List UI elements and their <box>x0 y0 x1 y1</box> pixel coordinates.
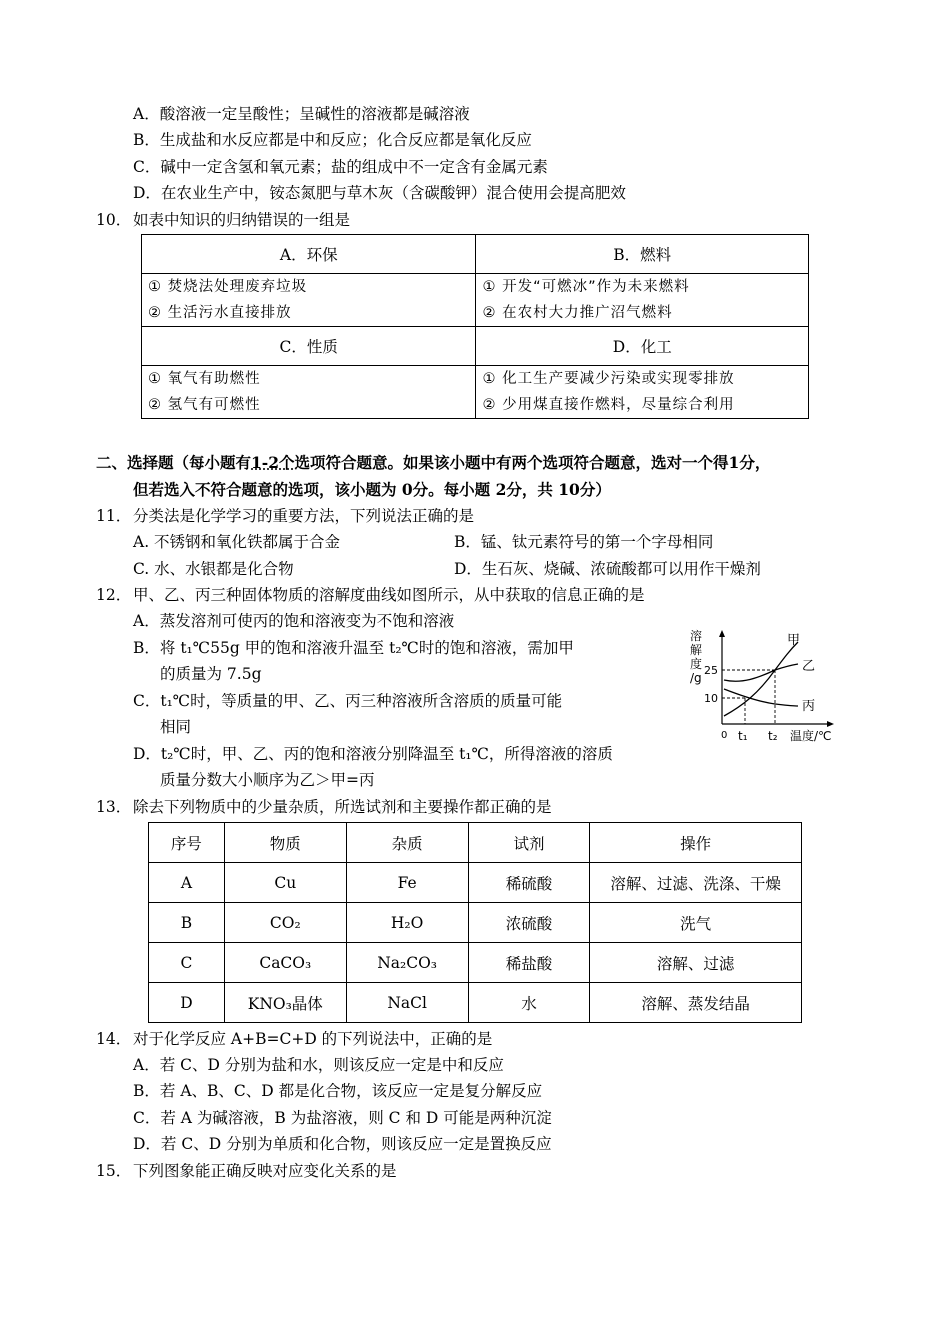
q13-header-cell: 序号 <box>149 823 225 863</box>
q10-a-item-1: ① 焚烧法处理废弃垃圾 <box>148 279 308 295</box>
section2-heading-score: 1分， <box>728 453 771 472</box>
section2-heading-line2: 但若选入不符合题意的选项，该小题为 0分。每小题 2分，共 10分） <box>133 480 611 499</box>
q10-b-item-2: ② 在农村大力推广沼气燃料 <box>482 305 673 321</box>
q11-option-a: A. 不锈钢和氧化铁都属于合金 <box>133 533 341 551</box>
q10-cell-a-body <box>142 274 476 327</box>
q10-c-item-1: ① 氧气有助燃性 <box>148 371 261 387</box>
q13-header-cell: 操作 <box>590 823 802 863</box>
graph-y-label-2: 解 <box>690 643 703 657</box>
q10-number: 10． <box>96 211 132 229</box>
table-cell: CO₂ <box>224 903 346 943</box>
q9-option-d: D．在农业生产中，铵态氮肥与草木灰（含碳酸钾）混合使用会提高肥效 <box>133 184 626 202</box>
q14-option-d: D．若 C、D 分别为单质和化合物，则该反应一定是置换反应 <box>133 1135 552 1153</box>
graph-tick-10: 10 <box>704 692 718 705</box>
graph-t2-label: t₂ <box>768 729 778 743</box>
q10-b-item-1: ① 开发“可燃冰”作为未来燃料 <box>482 279 690 295</box>
q12-option-a: A．蒸发溶剂可使丙的饱和溶液变为不饱和溶液 <box>133 612 455 630</box>
q14-option-c: C．若 A 为碱溶液，B 为盐溶液，则 C 和 D 可能是两种沉淀 <box>133 1109 552 1127</box>
table-cell: 溶解、过滤 <box>590 943 802 983</box>
table-cell: 浓硫酸 <box>468 903 590 943</box>
table-cell: NaCl <box>346 983 468 1023</box>
q10-stem: 如表中知识的归纳错误的一组是 <box>133 211 351 229</box>
table-cell: 溶解、过滤、洗涤、干燥 <box>590 863 802 903</box>
q10-cell-a-head: A．环保 <box>142 235 476 274</box>
graph-curve-yi <box>724 664 798 681</box>
graph-curve-bing <box>724 689 798 706</box>
graph-label-yi: 乙 <box>802 659 816 674</box>
table-cell: CaCO₃ <box>224 943 346 983</box>
q13-header-row <box>149 823 802 863</box>
graph-y-label-1: 溶 <box>690 629 703 643</box>
q14-option-b: B．若 A、B、C、D 都是化合物，该反应一定是复分解反应 <box>133 1082 543 1100</box>
q9-option-b: B．生成盐和水反应都是中和反应；化合反应都是氧化反应 <box>133 131 532 149</box>
table-cell: D <box>149 983 225 1023</box>
q12-number: 12． <box>96 586 132 604</box>
table-cell: A <box>149 863 225 903</box>
q13-stem: 除去下列物质中的少量杂质，所选试剂和主要操作都正确的是 <box>133 798 552 816</box>
graph-label-jia: 甲 <box>787 633 801 648</box>
q10-cell-d-body <box>476 366 809 419</box>
graph-tick-25: 25 <box>704 664 718 677</box>
q14-stem: 对于化学反应 A+B=C+D 的下列说法中，正确的是 <box>133 1030 493 1048</box>
table-row <box>149 943 802 983</box>
q10-d-item-2: ② 少用煤直接作燃料，尽量综合利用 <box>482 397 735 413</box>
q12-solubility-graph <box>680 624 850 754</box>
table-cell: Fe <box>346 863 468 903</box>
table-row <box>149 863 802 903</box>
q12-stem: 甲、乙、丙三种固体物质的溶解度曲线如图所示，从中获取的信息正确的是 <box>133 586 645 604</box>
table-cell: B <box>149 903 225 943</box>
q9-option-c: C．碱中一定含氢和氧元素；盐的组成中不一定含有金属元素 <box>133 158 548 176</box>
table-cell: 稀盐酸 <box>468 943 590 983</box>
graph-x-label: 温度/℃ <box>790 729 832 743</box>
table-cell: 溶解、蒸发结晶 <box>590 983 802 1023</box>
q13-table <box>148 822 802 1023</box>
graph-label-bing: 丙 <box>802 699 816 714</box>
q10-c-item-2: ② 氢气有可燃性 <box>148 397 261 413</box>
graph-x-arrow-icon <box>827 721 834 727</box>
q9-option-a: A．酸溶液一定呈酸性；呈碱性的溶液都是碱溶液 <box>133 105 470 123</box>
q10-cell-b-head: B．燃料 <box>476 235 809 274</box>
q10-table <box>141 234 809 419</box>
q11-number: 11． <box>96 507 132 525</box>
section2-heading-dots: 1-2个 <box>251 453 295 472</box>
q14-option-a: A．若 C、D 分别为盐和水，则该反应一定是中和反应 <box>133 1056 504 1074</box>
table-cell: 稀硫酸 <box>468 863 590 903</box>
q11-stem: 分类法是化学学习的重要方法，下列说法正确的是 <box>133 507 475 525</box>
q12-option-d-line2: 质量分数大小顺序为乙＞甲=丙 <box>160 771 375 789</box>
q13-header-cell: 杂质 <box>346 823 468 863</box>
q15-stem: 下列图象能正确反映对应变化关系的是 <box>133 1162 397 1180</box>
q10-cell-d-head: D．化工 <box>476 327 809 366</box>
q12-option-b-line1: B．将 t₁℃55g 甲的饱和溶液升温至 t₂℃时的饱和溶液，需加甲 <box>133 639 574 657</box>
q13-number: 13． <box>96 798 132 816</box>
graph-origin: 0 <box>721 730 728 741</box>
graph-y-label-3: 度 <box>690 657 703 671</box>
graph-y-arrow-icon <box>719 630 725 637</box>
q10-cell-c-head: C．性质 <box>142 327 476 366</box>
q10-a-item-2: ② 生活污水直接排放 <box>148 305 292 321</box>
q10-cell-c-body <box>142 366 476 419</box>
q12-option-d-line1: D．t₂℃时，甲、乙、丙的饱和溶液分别降温至 t₁℃，所得溶液的溶质 <box>133 745 613 763</box>
q12-option-c-line1: C．t₁℃时，等质量的甲、乙、丙三种溶液所含溶质的质量可能 <box>133 692 563 710</box>
table-cell: 水 <box>468 983 590 1023</box>
table-row <box>149 903 802 943</box>
q13-header-cell: 试剂 <box>468 823 590 863</box>
section2-heading-a: 二、选择题（每小题有 <box>96 453 252 472</box>
table-cell: H₂O <box>346 903 468 943</box>
table-cell: 洗气 <box>590 903 802 943</box>
q15-number: 15． <box>96 1162 132 1180</box>
table-cell: Na₂CO₃ <box>346 943 468 983</box>
q11-option-c: C. 水、水银都是化合物 <box>133 560 294 578</box>
table-cell: KNO₃晶体 <box>224 983 346 1023</box>
q11-option-d: D．生石灰、烧碱、浓硫酸都可以用作干燥剂 <box>454 560 761 578</box>
table-row <box>149 983 802 1023</box>
q12-option-c-line2: 相同 <box>160 718 192 736</box>
section2-heading <box>96 453 770 473</box>
q13-header-cell: 物质 <box>224 823 346 863</box>
q14-number: 14． <box>96 1030 132 1048</box>
q11-option-b: B．锰、钛元素符号的第一个字母相同 <box>454 533 714 551</box>
graph-t1-label: t₁ <box>738 729 748 743</box>
graph-y-label-4: /g <box>690 671 702 685</box>
q10-cell-b-body <box>476 274 809 327</box>
table-cell: C <box>149 943 225 983</box>
table-cell: Cu <box>224 863 346 903</box>
q10-d-item-1: ① 化工生产要减少污染或实现零排放 <box>482 371 735 387</box>
section2-heading-b: 选项符合题意。如果该小题中有两个选项符合题意，选对一个得 <box>294 453 729 472</box>
q12-option-b-line2: 的质量为 7.5g <box>160 665 262 683</box>
